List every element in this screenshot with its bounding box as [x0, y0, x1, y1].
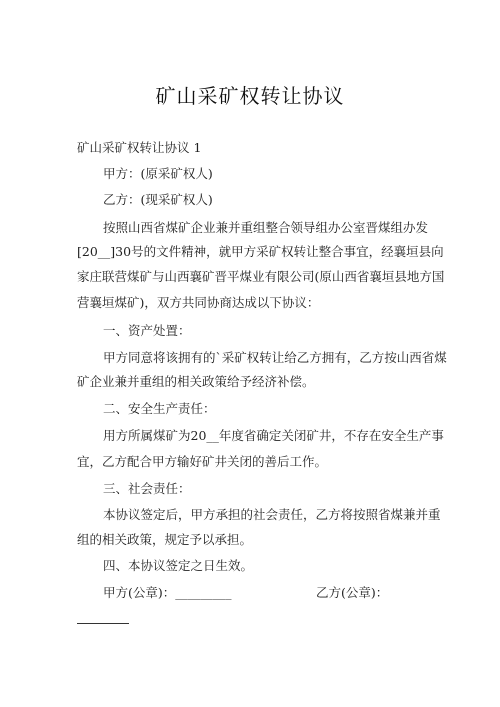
section-heading: 二、安全生产责任： [103, 401, 216, 416]
body-line: 宜，乙方配合甲方输好矿井关闭的善后工作。 [77, 454, 328, 469]
party-b-line: 乙方：(现采矿权人) [103, 192, 213, 207]
body-line: [20__]30号的文件精神，就甲方采矿权转让整合事宜，经襄垣县向 [77, 244, 444, 259]
document-title: 矿山采矿权转让协议 [155, 84, 345, 108]
subtitle-line: 矿山采矿权转让协议 1 [77, 140, 202, 155]
party-a-line: 甲方：(原采矿权人) [103, 166, 213, 181]
section-heading: 一、资产处置： [103, 323, 191, 338]
body-line: 矿企业兼并重组的相关政策给予经济补偿。 [77, 374, 315, 389]
body-line: 按照山西省煤矿企业兼并重组整合领导组办公室晋煤组办发 [103, 220, 429, 235]
section-heading: 四、本协议签定之日生效。 [103, 558, 254, 573]
body-line: 用方所属煤矿为20__年度省确定关闭矿井，不存在安全生产事 [103, 428, 444, 443]
body-line: 组的相关政策，规定予以承担。 [77, 532, 253, 547]
section-heading: 三、社会责任： [103, 481, 191, 496]
body-line: 本协议签定后，甲方承担的社会责任，乙方将按照省煤兼并重 [103, 507, 441, 522]
body-line: 营襄垣煤矿)，双方共同协商达成以下协议： [77, 295, 320, 310]
body-line: 甲方同意将该拥有的`采矿权转让给乙方拥有，乙方按山西省煤 [103, 350, 447, 365]
party-b-seal-line: 乙方(公章)： [316, 585, 389, 600]
signature-underline [77, 623, 129, 624]
party-a-seal-line: 甲方(公章)：_________ [103, 585, 232, 600]
body-line: 家庄联营煤矿与山西襄矿晋平煤业有限公司(原山西省襄垣县地方国 [77, 269, 445, 284]
